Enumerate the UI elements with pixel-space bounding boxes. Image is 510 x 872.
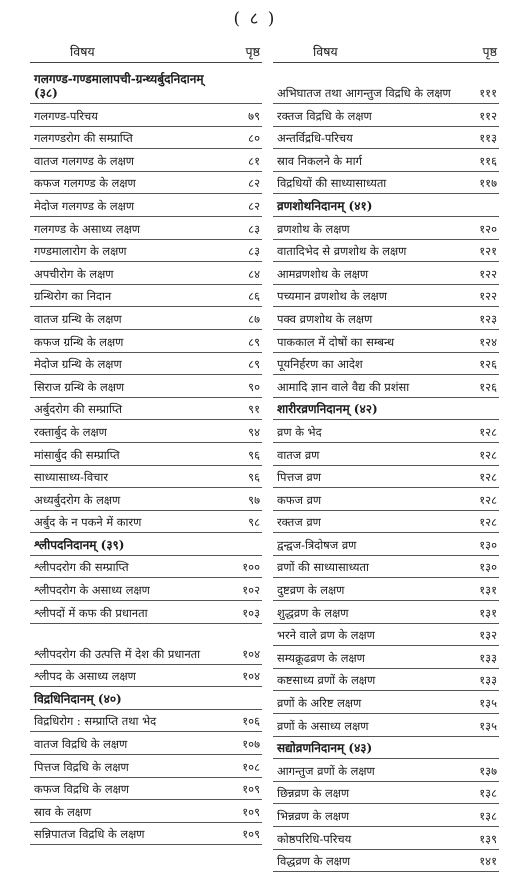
entry-page-number: १११: [479, 86, 497, 100]
toc-entry: [273, 443, 499, 466]
entry-page-number: १२८: [479, 492, 497, 507]
section-heading: [30, 63, 262, 104]
left-column-header: [30, 40, 262, 62]
entry-page-number: १२६: [479, 379, 497, 394]
toc-entry: [273, 330, 499, 353]
entry-title: भिन्नव्रण के लक्षण: [277, 809, 350, 823]
entry-page-number: १३८: [479, 786, 497, 801]
entry-title: व्रणशोथ के लक्षण: [277, 221, 350, 236]
entry-title: रक्तज विद्रधि के लक्षण: [277, 108, 372, 123]
entry-page-number: १२४: [479, 334, 497, 349]
toc-entry: [273, 827, 499, 850]
page-header: पृष्ठ: [482, 43, 497, 59]
entry-page-number: १०४: [242, 646, 260, 661]
entry-title: आमव्रणशोथ के लक्षण: [277, 266, 369, 281]
entry-page-number: १३३: [479, 673, 497, 688]
entry-page-number: १२८: [479, 447, 497, 462]
entry-title: वातज व्रण: [277, 447, 320, 462]
entry-title: सम्यक्रूढव्रण के लक्षण: [277, 650, 365, 665]
entry-title: कफज ग्रन्थि के लक्षण: [34, 334, 124, 349]
entry-title: दुष्टव्रण के लक्षण: [277, 583, 345, 598]
entry-title: रक्तज व्रण: [277, 515, 321, 530]
entry-title: शुद्धव्रण के लक्षण: [277, 605, 349, 620]
entry-title: श्लीपदरोग की सम्प्राप्ति: [34, 560, 129, 575]
entry-page-number: १०८: [242, 759, 260, 774]
entry-page-number: १२३: [479, 311, 497, 326]
toc-entry: [30, 240, 262, 263]
entry-title: भरने वाले व्रण के लक्षण: [277, 628, 375, 643]
page-number: ( ८ ): [233, 9, 277, 29]
entry-title: वातज ग्रन्थि के लक्षण: [34, 311, 122, 326]
toc-entry: [30, 624, 262, 665]
toc-entry: [273, 262, 499, 285]
entry-title: रक्तार्बुद के लक्षण: [34, 424, 107, 439]
entry-page-number: १००: [242, 560, 260, 575]
toc-entry: [273, 488, 499, 511]
section-heading: [30, 533, 262, 556]
entry-title: वातादिभेद से व्रणशोथ के लक्षण: [277, 244, 407, 259]
entry-title: श्लीपदनिदानम् (३९): [34, 537, 125, 552]
entry-page-number: १३७: [479, 763, 497, 778]
entry-page-number: १०३: [242, 605, 260, 620]
toc-entry: [30, 104, 262, 127]
entry-title: गलगण्ड-गण्डमालापची-ग्रन्थ्यर्बुदनिदानम् (३८): [34, 72, 204, 100]
entry-page-number: ९०: [248, 379, 260, 394]
toc-entry: [30, 149, 262, 172]
entry-page-number: ८०: [248, 131, 260, 146]
entry-title: सद्योव्रणनिदानम् (४३): [277, 741, 373, 756]
entry-page-number: ८१: [248, 153, 260, 168]
toc-entry: [30, 778, 262, 801]
entry-title: श्लीपदरोग की उत्पत्ति में देश की प्रधानता: [34, 646, 201, 661]
entry-page-number: १३८: [479, 809, 497, 823]
entry-title: कफज विद्रधि के लक्षण: [34, 782, 130, 797]
entry-page-number: १०९: [242, 782, 260, 797]
entry-page-number: १०९: [242, 827, 260, 842]
entry-page-number: ११२: [479, 108, 497, 123]
toc-entry: [30, 443, 262, 466]
toc-entry: [273, 578, 499, 601]
entry-page-number: १३३: [479, 650, 497, 665]
entry-page-number: ११७: [479, 176, 497, 191]
entry-page-number: ७९: [248, 108, 260, 123]
toc-entry: [30, 127, 262, 150]
entry-page-number: ११६: [479, 153, 497, 168]
entry-page-number: १२८: [479, 424, 497, 439]
entry-title: कोष्ठपरिधि-परिचय: [277, 831, 352, 846]
entry-title: गण्डमालारोग के लक्षण: [34, 244, 127, 259]
left-entries: [30, 62, 262, 845]
entry-page-number: १३१: [479, 605, 497, 620]
toc-entry: [30, 420, 262, 443]
entry-title: गलगण्ड के असाध्य लक्षण: [34, 221, 141, 236]
entry-title: गलगण्ड-परिचय: [34, 108, 98, 123]
page-header: पृष्ठ: [245, 43, 260, 59]
toc-entry: [273, 149, 499, 172]
entry-page-number: ८३: [248, 244, 260, 259]
toc-entry: [30, 710, 262, 733]
entry-title: पच्यमान व्रणशोथ के लक्षण: [277, 289, 387, 304]
section-heading: [273, 737, 499, 760]
entry-title: अभिघातज तथा आगन्तुज विद्रधि के लक्षण: [277, 86, 451, 100]
entry-title: विद्रधिनिदानम् (४०): [34, 691, 122, 706]
toc-entry: [30, 800, 262, 823]
entry-page-number: ९६: [248, 447, 260, 462]
entry-title: व्रणों के अरिष्ट लक्षण: [277, 696, 362, 711]
entry-title: श्लीपदरोग के असाध्य लक्षण: [34, 583, 150, 598]
entry-page-number: ११३: [479, 131, 497, 146]
entry-page-number: १३५: [479, 696, 497, 711]
toc-entry: [273, 646, 499, 669]
toc-entry: [30, 578, 262, 601]
toc-entry: [30, 172, 262, 195]
entry-title: द्वन्द्वज-त्रिदोषज व्रण: [277, 537, 357, 552]
toc-entry: [273, 466, 499, 489]
entry-title: श्लीपदों में कफ की प्रधानता: [34, 605, 148, 620]
entry-page-number: १२८: [479, 515, 497, 530]
entry-title: कफज गलगण्ड के लक्षण: [34, 176, 136, 191]
right-column: [273, 40, 499, 872]
entry-title: ग्रन्थिरोग का निदान: [34, 289, 112, 304]
entry-page-number: ८२: [248, 176, 260, 191]
entry-page-number: १२२: [479, 289, 497, 304]
section-heading: [273, 194, 499, 217]
entry-page-number: १२८: [479, 470, 497, 485]
entry-page-number: ९१: [248, 402, 260, 417]
subject-header: विषय: [313, 43, 338, 59]
entry-title: स्राव निकलने के मार्ग: [277, 153, 362, 168]
toc-entry: [273, 63, 499, 104]
entry-title: आमादि ज्ञान वाले वैद्य की प्रशंसा: [277, 379, 410, 394]
entry-title: व्रणशोथनिदानम् (४१): [277, 198, 373, 213]
toc-entry: [273, 691, 499, 714]
section-heading: [30, 687, 262, 710]
entry-title: पक्व व्रणशोथ के लक्षण: [277, 311, 373, 326]
subject-header: विषय: [70, 43, 95, 59]
entry-page-number: ९७: [248, 492, 260, 507]
right-column-header: [273, 40, 499, 62]
entry-page-number: ८४: [248, 266, 260, 281]
entry-title: अर्बुद के न पकने में कारण: [34, 515, 142, 530]
toc-entry: [273, 601, 499, 624]
entry-page-number: १३०: [479, 560, 497, 575]
left-column: [30, 40, 262, 845]
toc-entry: [30, 488, 262, 511]
entry-title: पूयनिर्हरण का आदेश: [277, 357, 363, 372]
entry-title: श्लीपद के असाध्य लक्षण: [34, 669, 136, 684]
entry-page-number: १२६: [479, 357, 497, 372]
entry-page-number: १०२: [242, 583, 260, 598]
toc-entry: [273, 104, 499, 127]
toc-entry: [30, 665, 262, 688]
entry-page-number: १३९: [479, 831, 497, 846]
toc-entry: [273, 353, 499, 376]
toc-entry: [273, 375, 499, 398]
toc-entry: [273, 804, 499, 827]
entry-page-number: ८२: [248, 198, 260, 213]
entry-page-number: ९६: [248, 470, 260, 485]
entry-page-number: १३१: [479, 583, 497, 598]
entry-title: विद्रधियों की साध्यासाध्यता: [277, 176, 387, 191]
toc-entry: [273, 759, 499, 782]
toc-entry: [30, 511, 262, 534]
entry-title: पित्तज विद्रधि के लक्षण: [34, 759, 129, 774]
toc-entry: [273, 714, 499, 737]
entry-page-number: ९८: [248, 515, 260, 530]
toc-entry: [273, 172, 499, 195]
entry-title: अध्यर्बुदरोग के लक्षण: [34, 492, 121, 507]
right-entries: [273, 62, 499, 872]
entry-title: व्रणों के असाध्य लक्षण: [277, 718, 369, 733]
entry-title: अपचीरोग के लक्षण: [34, 266, 114, 281]
entry-page-number: १२१: [479, 244, 497, 259]
entry-title: सन्निपातज विद्रधि के लक्षण: [34, 827, 145, 842]
entry-title: व्रण के भेद: [277, 424, 322, 439]
toc-entry: [273, 850, 499, 872]
toc-entry: [30, 556, 262, 579]
entry-title: विद्रधिरोग : सम्प्राप्ति तथा भेद: [34, 714, 157, 729]
toc-entry: [30, 353, 262, 376]
toc-entry: [30, 307, 262, 330]
toc-entry: [30, 601, 262, 624]
toc-entry: [273, 420, 499, 443]
toc-entry: [273, 240, 499, 263]
toc-entry: [30, 285, 262, 308]
entry-title: स्राव के लक्षण: [34, 804, 92, 819]
entry-title: वातज गलगण्ड के लक्षण: [34, 153, 135, 168]
toc-entry: [30, 194, 262, 217]
entry-page-number: ८६: [248, 289, 260, 304]
entry-page-number: १०७: [242, 737, 260, 752]
entry-title: आगन्तुज व्रणों के लक्षण: [277, 763, 375, 778]
entry-page-number: १०९: [242, 804, 260, 819]
toc-entry: [30, 398, 262, 421]
entry-page-number: ८३: [248, 221, 260, 236]
toc-entry: [30, 466, 262, 489]
entry-page-number: ९४: [248, 424, 260, 439]
entry-page-number: १२०: [479, 221, 497, 236]
entry-title: मेदोज ग्रन्थि के लक्षण: [34, 357, 122, 372]
entry-title: अर्बुदरोग की सम्प्राप्ति: [34, 402, 122, 417]
toc-entry: [273, 624, 499, 647]
entry-title: साध्यासाध्य-विचार: [34, 470, 109, 485]
entry-title: छिन्नव्रण के लक्षण: [277, 786, 350, 801]
entry-title: वातज विद्रधि के लक्षण: [34, 737, 128, 752]
entry-page-number: ८९: [248, 357, 260, 372]
toc-entry: [273, 782, 499, 805]
entry-title: व्रणों की साध्यासाध्यता: [277, 560, 369, 575]
entry-title: कफज व्रण: [277, 492, 322, 507]
entry-title: पाककाल में दोषों का सम्बन्ध: [277, 334, 395, 349]
entry-page-number: ८७: [248, 311, 260, 326]
entry-title: मांसार्बुद की सम्प्राप्ति: [34, 447, 120, 462]
toc-entry: [273, 556, 499, 579]
toc-entry: [273, 127, 499, 150]
toc-entry: [273, 511, 499, 534]
toc-entry: [30, 330, 262, 353]
toc-entry: [30, 732, 262, 755]
toc-entry: [273, 307, 499, 330]
toc-entry: [30, 823, 262, 846]
toc-entry: [30, 262, 262, 285]
entry-title: पित्तज व्रण: [277, 470, 321, 485]
toc-entry: [273, 533, 499, 556]
entry-title: मेदोज गलगण्ड के लक्षण: [34, 198, 135, 213]
toc-entry: [273, 669, 499, 692]
entry-title: गलगण्डरोग की सम्प्राप्ति: [34, 131, 133, 146]
entry-title: शारीरव्रणनिदानम् (४२): [277, 402, 378, 417]
entry-page-number: १३२: [479, 628, 497, 643]
entry-page-number: १२२: [479, 266, 497, 281]
entry-title: सिराज ग्रन्थि के लक्षण: [34, 379, 125, 394]
toc-entry: [30, 375, 262, 398]
entry-title: अन्तर्विद्रधि-परिचय: [277, 131, 353, 146]
entry-page-number: १०४: [242, 669, 260, 684]
toc-entry: [273, 285, 499, 308]
entry-title: विद्धव्रण के लक्षण: [277, 854, 351, 869]
toc-entry: [30, 755, 262, 778]
toc-entry: [30, 217, 262, 240]
entry-page-number: १३०: [479, 537, 497, 552]
entry-page-number: ८९: [248, 334, 260, 349]
section-heading: [273, 398, 499, 421]
toc-entry: [273, 217, 499, 240]
entry-page-number: १३५: [479, 718, 497, 733]
entry-page-number: १०६: [242, 714, 260, 729]
entry-title: कष्टसाध्य व्रणों के लक्षण: [277, 673, 376, 688]
entry-page-number: १४१: [479, 854, 497, 869]
